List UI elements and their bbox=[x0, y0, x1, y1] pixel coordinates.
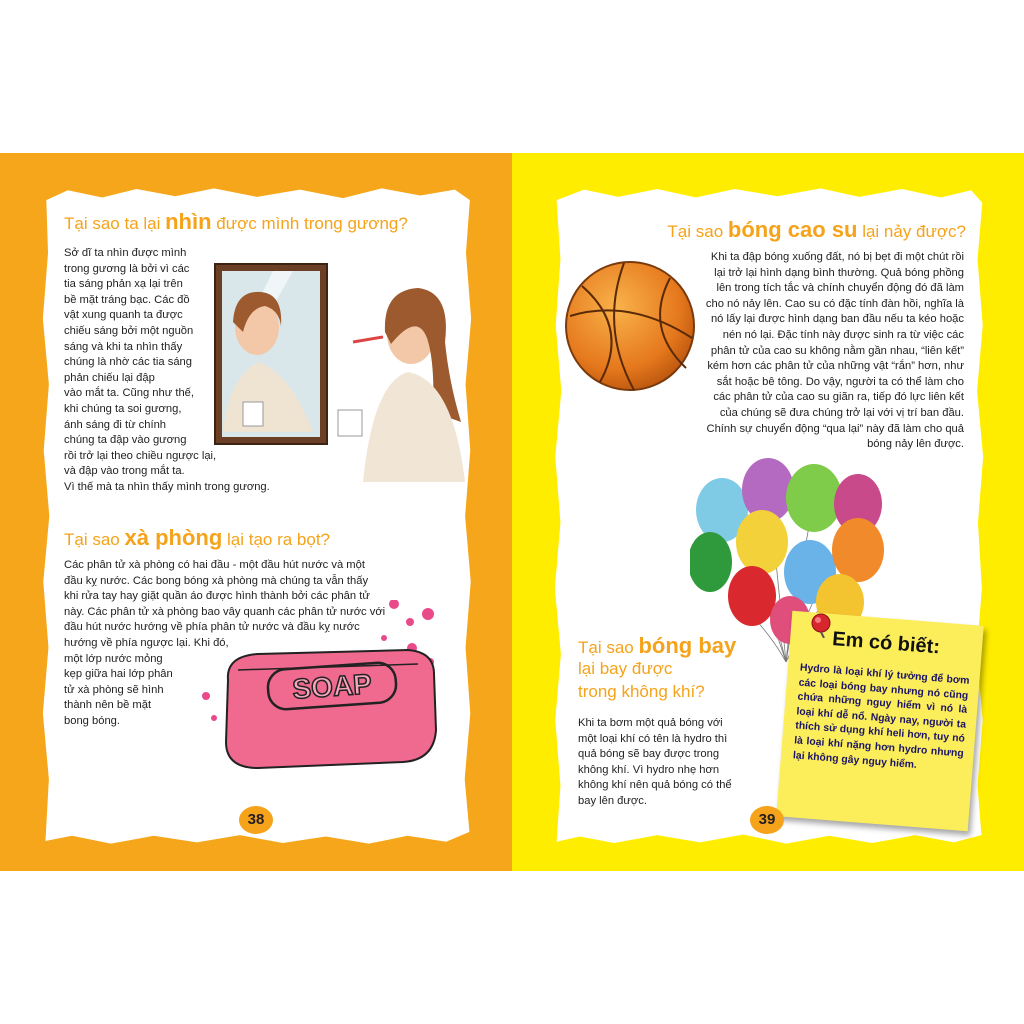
text-line: tia sáng phản xạ lại trên bbox=[64, 278, 183, 291]
text-line: phản chiếu lại đập bbox=[64, 371, 155, 384]
text-line: khi rửa tay hay giặt quần áo được hình thành bởi các phân tử bbox=[64, 590, 370, 603]
ball-paragraph bbox=[676, 250, 964, 453]
text-line: vật xung quanh ta được bbox=[64, 309, 183, 322]
text-line: vào mắt ta. Cũng như thế, bbox=[64, 387, 195, 400]
text-line: đầu hút nước hướng về phía phân tử nước và đầu kỵ nước bbox=[64, 621, 360, 634]
basketball-illustration bbox=[560, 258, 700, 394]
mirror-girl-illustration bbox=[213, 262, 475, 484]
text-line: quả bóng sẽ bay được trong bbox=[578, 748, 720, 761]
note-body: Hydro là loại khí lý tưởng để bơm các loại bóng bay nhưng nó cũng chứa những nguy hiểm vì nó là loại khí dễ nổ. Ngày nay, người ta thích sử dụng khí heli hơn, tuy nó là loại khí nặng hơn hydro nhưng lại không gây nguy hiểm. bbox=[792, 662, 970, 771]
text-line: một lớp nước mỏng bbox=[64, 652, 163, 665]
soap-bar-illustration bbox=[198, 600, 450, 780]
text-line: Các phân tử xà phòng có hai đầu - một đầu hút nước và một bbox=[64, 559, 365, 571]
text-line: chúng ta đập vào gương bbox=[64, 434, 187, 447]
text-line: không khí. Vì hydro nhẹ hơn bbox=[578, 763, 720, 776]
mirror-heading bbox=[64, 210, 408, 234]
soap-heading bbox=[64, 526, 330, 550]
heading-bold-text: nhìn bbox=[165, 209, 212, 234]
text-line: tử xà phòng sẽ hình bbox=[64, 683, 164, 696]
heading-text: Tại sao bbox=[578, 638, 639, 657]
heading-text: Tại sao bbox=[64, 530, 125, 549]
text-line: đầu kỵ nước. Các bong bóng xà phòng mà chúng ta vẫn thấy bbox=[64, 574, 369, 587]
text-line: khi chúng ta soi gương, bbox=[64, 402, 182, 415]
page-number-right: 39 bbox=[750, 806, 784, 834]
heading-bold-text: xà phòng bbox=[124, 525, 223, 550]
text-line: lên trong tích tắc và chính chuyển động đó đã làm bbox=[716, 282, 964, 295]
balloon-heading-line3: trong không khí? bbox=[578, 682, 705, 701]
text-line: không khí nên quả bóng có thể bbox=[578, 779, 732, 792]
text-line: Khi ta bơm một quả bóng với bbox=[578, 717, 723, 729]
text-line: và đập vào trong mắt ta. bbox=[64, 465, 185, 478]
text-line: Vì thế mà ta nhìn thấy mình trong gương. bbox=[64, 480, 270, 493]
text-line: chiếu sáng bởi một nguồn bbox=[64, 324, 194, 337]
push-pin-icon bbox=[808, 612, 834, 638]
text-line: sáng và khi ta nhìn thấy bbox=[64, 340, 183, 353]
text-line: bóng nảy lên được. bbox=[867, 438, 964, 451]
text-line: rồi trở lại theo chiều ngược lại, bbox=[64, 449, 217, 462]
heading-bold-text: bóng bay bbox=[638, 633, 737, 658]
text-line: nó lấy lại được hình dạng ban đầu nếu ta kéo hoặc bbox=[710, 313, 964, 326]
text-line: thành nên bề mặt bbox=[64, 699, 152, 712]
heading-text: được mình trong gương? bbox=[211, 214, 408, 233]
text-line: cho nó nảy lên. Cao su có đặc tính đàn hồi, nghĩa là bbox=[705, 297, 964, 310]
balloon-heading-line1 bbox=[578, 634, 736, 658]
note-title: Em có biết: bbox=[831, 628, 941, 659]
text-line: Khi ta đập bóng xuống đất, nó bị bẹt đi một chút rồi bbox=[710, 251, 964, 263]
heading-text: lại nảy được? bbox=[857, 222, 966, 241]
soap-label: SOAP bbox=[291, 668, 373, 705]
text-line: này. Các phân tử xà phòng bao vây quanh các phân tử nước với bbox=[64, 605, 386, 618]
text-line: bong bóng. bbox=[64, 714, 120, 727]
text-line: kẹp giữa hai lớp phân bbox=[64, 668, 173, 681]
text-line: ánh sáng đi từ chính bbox=[64, 418, 167, 431]
text-line: chúng là nhờ các tia sáng bbox=[64, 356, 192, 369]
text-line: kém hơn các phân tử của những vật “rắn” hơn, như bbox=[707, 360, 964, 373]
text-line: một loại khí có tên là hydro thì bbox=[578, 732, 728, 745]
text-line: các phân tử của cao su giãn ra, tiếp đó lực liên kết bbox=[713, 391, 964, 404]
heading-text: lại tạo ra bọt? bbox=[222, 530, 331, 549]
text-line: hướng về phía ngược lại. Khi đó, bbox=[64, 636, 229, 649]
text-line: lại trở lại hình dạng bình thường. Quả bóng phồng bbox=[714, 266, 964, 279]
did-you-know-note bbox=[776, 611, 984, 831]
heading-bold-text: bóng cao su bbox=[727, 217, 858, 242]
heading-text: Tại sao bbox=[667, 222, 728, 241]
text-line: sắt hoặc bê tông. Do vậy, người ta có thể làm cho bbox=[716, 375, 964, 388]
heading-text: Tại sao ta lại bbox=[64, 214, 166, 233]
text-line: Chính sự chuyển động “qua lại” này đã làm cho quả bbox=[706, 422, 964, 435]
text-line: trong gương là bởi vì các bbox=[64, 262, 190, 275]
text-line: bay lên được. bbox=[578, 794, 647, 807]
balloon-heading-line2: lại bay được bbox=[578, 659, 673, 678]
text-line: nén nó lại. Đặc tính này được sinh ra từ việc các bbox=[722, 328, 964, 341]
page-number-left: 38 bbox=[239, 806, 273, 834]
text-line: của chúng sẽ đưa chúng trở lại với vị trí ban đầu. bbox=[719, 406, 964, 419]
text-line: Sở dĩ ta nhìn được mình bbox=[64, 247, 187, 259]
text-line: phân tử của cao su không nằm gần nhau, “liên kết” bbox=[710, 344, 964, 357]
balloon-paragraph bbox=[578, 716, 778, 810]
text-line: bề mặt tráng bạc. Các đồ bbox=[64, 293, 190, 306]
ball-heading bbox=[667, 218, 966, 242]
